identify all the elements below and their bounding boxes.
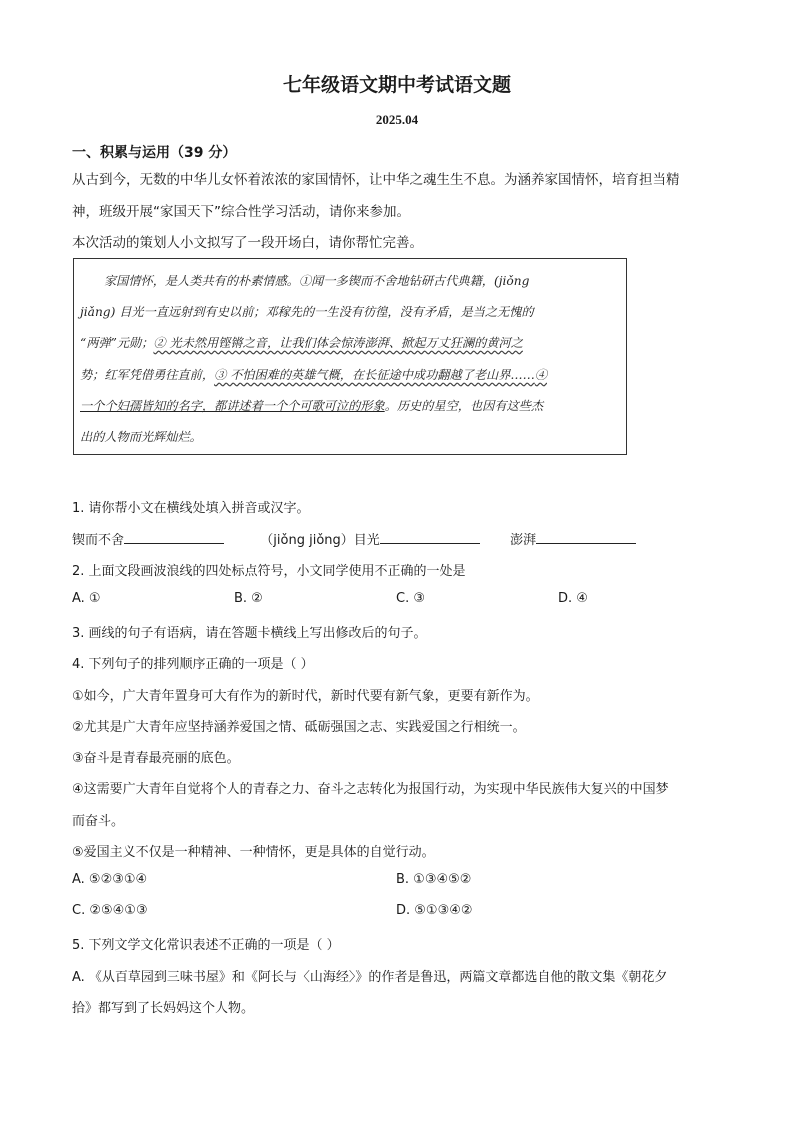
answer-blank-a[interactable] [124, 529, 224, 544]
q4-sentence-4b: 而奋斗。 [72, 814, 125, 829]
q4-sentence-5: ⑤爱国主义不仅是一种精神、一种情怀，更是具体的自觉行动。 [72, 845, 435, 860]
passage-line-5 [80, 397, 543, 414]
passage-l3a: “两弹”元勋； [80, 336, 154, 350]
q2-text: 2. 上面文段画波浪线的四处标点符号，小文同学使用不正确的一处是 [72, 564, 466, 579]
q3-text: 3. 画线的句子有语病，请在答题卡横线上写出修改后的句子。 [72, 626, 427, 641]
passage-line-1: 家国情怀，是人类共有的朴素情感。①闻一多锲而不舍地钻研古代典籍，(jiǒng [104, 274, 530, 288]
q5-option-a-line1[interactable]: A. 《从百草园到三味书屋》和《阿长与〈山海经〉》的作者是鲁迅，两篇文章都选自他的散文集《朝花夕 [72, 970, 668, 985]
passage-line-2: jiǎng) 目光一直远射到有史以前；邓稼先的一生没有彷徨，没有矛盾，是当之无愧的 [80, 305, 534, 319]
q5-text: 5. 下列文学文化常识表述不正确的一项是（ ） [72, 938, 340, 953]
section-heading: 一、积累与运用（39 分） [72, 145, 237, 161]
passage-l5b: 。历史的星空，也因有这些杰 [384, 399, 544, 413]
intro-line-3: 本次活动的策划人小文拟写了一段开场白，请你帮忙完善。 [72, 235, 423, 251]
q1-blanks [72, 529, 636, 548]
q1-b-label: （jiǒng jiǒng）目光 [260, 533, 380, 548]
answer-blank-c[interactable] [536, 529, 636, 544]
exam-date: 2025.04 [375, 112, 419, 127]
passage-l4b: ③ 不怕困难的英雄气概，在长征途中成功翻越了老山界…… [214, 368, 535, 382]
q2-option-d[interactable]: D. ④ [558, 591, 588, 606]
answer-blank-b[interactable] [380, 529, 480, 544]
intro-line-1: 从古到今，无数的中华儿女怀着浓浓的家国情怀，让中华之魂生生不息。为涵养家国情怀，培育担当精 [72, 172, 680, 188]
passage-l4c: ④ [534, 368, 547, 382]
passage-line-3 [80, 334, 523, 351]
q4-sentence-4a: ④这需要广大青年自觉将个人的青春之力、奋斗之志转化为报国行动，为实现中华民族伟大复兴的中国梦 [72, 782, 669, 797]
q4-sentence-1: ①如今，广大青年置身可大有作为的新时代，新时代要有新气象，更要有新作为。 [72, 689, 539, 704]
q2-option-c[interactable]: C. ③ [396, 591, 425, 606]
page-title: 七年级语文期中考试语文题 [282, 74, 511, 96]
passage-l4a: 势；红军凭借勇往直前， [80, 368, 215, 382]
q4-option-b[interactable]: B. ①③④⑤② [396, 872, 472, 887]
q1-c-label: 澎湃 [510, 533, 537, 548]
q4-text: 4. 下列句子的排列顺序正确的一项是（ ） [72, 657, 314, 672]
passage-line-6: 出的人物而光辉灿烂。 [80, 430, 202, 444]
q4-sentence-3: ③奋斗是青春最亮丽的底色。 [72, 751, 240, 766]
q4-sentence-2: ②尤其是广大青年应坚持涵养爱国之情、砥砺强国之志、实践爱国之行相统一。 [72, 720, 526, 735]
q2-option-b[interactable]: B. ② [234, 591, 263, 606]
intro-line-2: 神，班级开展“家国天下”综合性学习活动，请你来参加。 [72, 204, 410, 220]
passage-line-4 [80, 366, 547, 383]
underlined-sentence: 一个个妇孺皆知的名字，都讲述着一个个可歌可泣的形象 [80, 399, 385, 413]
q5-option-a-line2: 拾》都写到了长妈妈这个人物。 [72, 1001, 255, 1016]
q4-option-c[interactable]: C. ②⑤④①③ [72, 903, 148, 918]
q1-text: 1. 请你帮小文在横线处填入拼音或汉字。 [72, 501, 310, 516]
q4-option-a[interactable]: A. ⑤②③①④ [72, 872, 148, 887]
passage-l3b: ② 光未然用铿锵之音，让我们体会惊涛澎湃、掀起万丈狂澜的黄河之 [153, 336, 523, 350]
q1-a-label: 锲而不舍 [72, 533, 125, 548]
q2-option-a[interactable]: A. ① [72, 591, 101, 606]
q4-option-d[interactable]: D. ⑤①③④② [396, 903, 473, 918]
